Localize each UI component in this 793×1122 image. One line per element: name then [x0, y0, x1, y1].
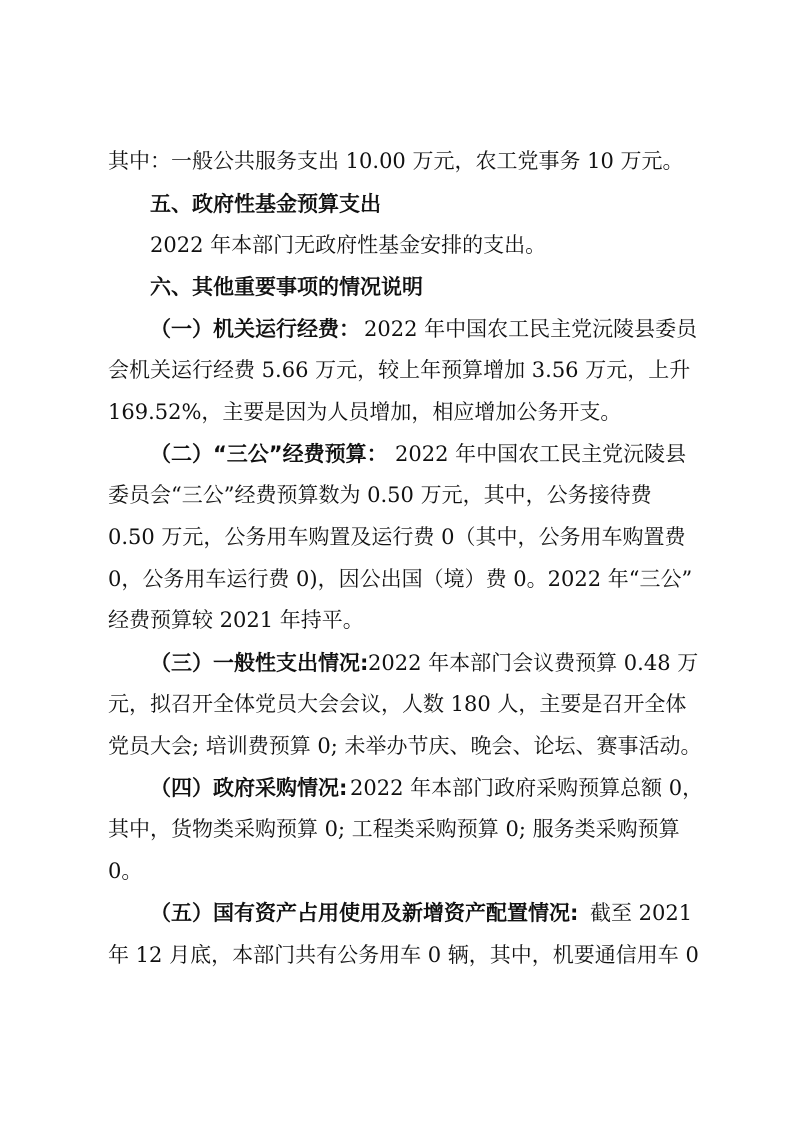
paragraph-text: 2022 年本部门政府采购预算总额 0，	[350, 776, 704, 800]
text-line	[0, 689, 793, 719]
text-line	[0, 230, 793, 260]
text-line	[0, 648, 793, 678]
text-line	[0, 397, 793, 427]
subsection-title: （四）政府采购情况:	[150, 776, 348, 800]
text-line	[0, 773, 793, 803]
paragraph-text: 委员会“三公”经费预算数为 0.50 万元，其中，公务接待费	[108, 483, 652, 507]
text-line	[0, 522, 793, 552]
paragraph-text: 截至 2021	[590, 901, 693, 925]
text-line	[0, 564, 793, 594]
paragraph-text: 2022 年本部门无政府性基金安排的支出。	[150, 233, 547, 257]
section-heading-line	[0, 272, 793, 302]
subsection-title: （二）“三公”经费预算：	[150, 442, 388, 466]
text-line	[0, 898, 793, 928]
paragraph-text: 0，公务用车运行费 0)，因公出国（境）费 0。2022 年“三公”	[108, 567, 693, 591]
paragraph-text: 会机关运行经费 5.66 万元，较上年预算增加 3.56 万元，上升	[108, 358, 691, 382]
text-line	[0, 480, 793, 510]
text-line	[0, 814, 793, 844]
paragraph-text: 其中，货物类采购预算 0; 工程类采购预算 0; 服务类采购预算	[108, 817, 680, 841]
text-line	[0, 314, 793, 344]
paragraph-text: 年 12 月底，本部门共有公务用车 0 辆，其中，机要通信用车 0	[108, 943, 699, 967]
section-heading: 六、其他重要事项的情况说明	[150, 275, 423, 299]
text-line	[0, 355, 793, 385]
text-line	[0, 146, 793, 176]
paragraph-text: 经费预算较 2021 年持平。	[108, 608, 364, 632]
paragraph-text: 其中：一般公共服务支出 10.00 万元，农工党事务 10 万元。	[108, 149, 684, 173]
text-line	[0, 605, 793, 635]
paragraph-text: 党员大会; 培训费预算 0; 未举办节庆、晚会、论坛、赛事活动。	[108, 734, 702, 758]
text-line	[0, 439, 793, 469]
paragraph-text: 元，拟召开全体党员大会会议，人数 180 人，主要是召开全体	[108, 692, 687, 716]
paragraph-text: 169.52%，主要是因为人员增加，相应增加公务开支。	[108, 400, 622, 424]
paragraph-text: 0。	[108, 859, 143, 883]
section-heading-line	[0, 189, 793, 219]
text-line	[0, 731, 793, 761]
paragraph-text: 2022 年中国农工民主党沅陵县	[395, 442, 687, 466]
subsection-title: （三）一般性支出情况:	[150, 651, 369, 675]
section-heading: 五、政府性基金预算支出	[150, 192, 381, 216]
subsection-title: （五）国有资产占用使用及新增资产配置情况:	[150, 901, 579, 925]
paragraph-text: 2022 年本部门会议费预算 0.48 万	[368, 651, 699, 675]
text-line	[0, 940, 793, 970]
subsection-title: （一）机关运行经费：	[150, 317, 360, 341]
text-line	[0, 856, 793, 886]
paragraph-text: 0.50 万元，公务用车购置及运行费 0（其中，公务用车购置费	[108, 525, 686, 549]
paragraph-text: 2022 年中国农工民主党沅陵县委员	[364, 317, 698, 341]
